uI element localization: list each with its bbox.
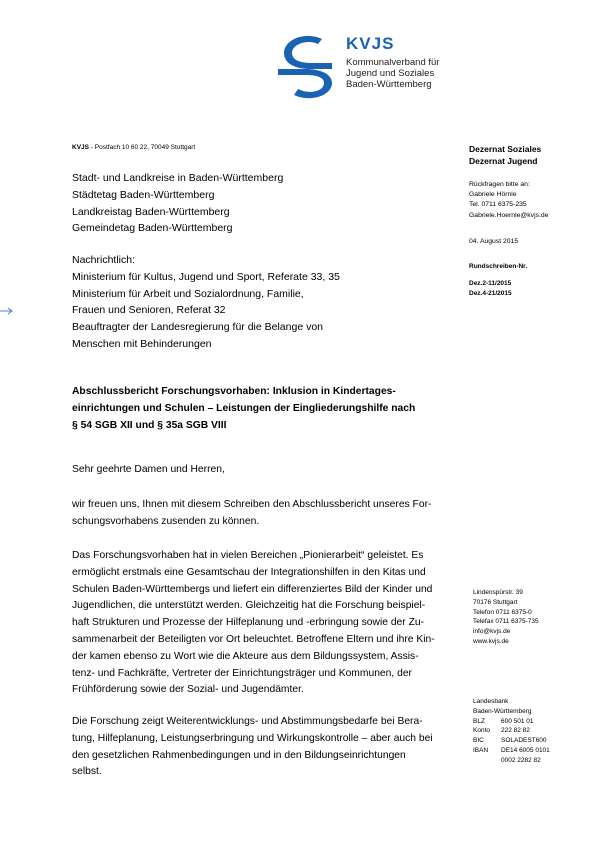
sender-line bbox=[72, 144, 195, 151]
cc-line: Beauftragter der Landesregierung für die Belange von bbox=[72, 321, 324, 334]
logo-line-3: Baden-Württemberg bbox=[346, 79, 432, 90]
contact-block bbox=[469, 180, 548, 221]
cc-line: Ministerium für Arbeit und Sozialordnung, Familie, bbox=[72, 287, 304, 300]
bank-name: Landesbank bbox=[473, 698, 509, 705]
cc-line: Menschen mit Behinderungen bbox=[72, 337, 212, 350]
address-city: 70176 Stuttgart bbox=[473, 598, 518, 606]
bank-row: BIC SOLADEST600 bbox=[473, 737, 547, 745]
circular-label: Rundschreiben-Nr. bbox=[469, 263, 528, 270]
sender-address: - Postfach 10 60 22, 70049 Stuttgart bbox=[88, 144, 196, 151]
cc-line: Ministerium für Kultus, Jugend und Sport, Referate 33, 35 bbox=[72, 270, 340, 283]
logo-name: KVJS bbox=[346, 34, 395, 53]
cc-line: Nachrichtlich: bbox=[72, 254, 136, 266]
logo-line-1: Kommunalverband für bbox=[346, 57, 440, 68]
bank-row: 0002 2282 82 bbox=[501, 756, 541, 764]
contact-email[interactable]: Gabriele.Hoernle@kvjs.de bbox=[469, 211, 549, 219]
recipient-line: Landkreistag Baden-Württemberg bbox=[72, 205, 230, 218]
contact-name: Gabriele Hörnle bbox=[469, 191, 517, 199]
cc-block bbox=[72, 252, 340, 353]
circular-number-2: Dez.4-21/2015 bbox=[469, 290, 512, 297]
salutation: Sehr geehrte Damen und Herren, bbox=[72, 464, 225, 475]
recipient-block bbox=[72, 170, 283, 237]
subject-line-3: § 54 SGB XII und § 35a SGB VIII bbox=[72, 419, 227, 431]
recipient-line: Städtetag Baden-Württemberg bbox=[72, 188, 215, 201]
subject-line bbox=[72, 384, 415, 434]
address-email[interactable]: info@kvjs.de bbox=[473, 628, 511, 636]
address-phone: Telefon 0711 6375-0 bbox=[473, 608, 532, 616]
kvjs-logo-icon bbox=[276, 33, 340, 101]
sender-org: KVJS bbox=[72, 144, 89, 151]
department-block bbox=[469, 143, 541, 167]
paragraph-2: Das Forschungsvorhaben hat in vielen Bereichen „Pionierarbeit“ geleistet. Es ermöglicht erstmals eine Gesamtschau der Integrationshilfen in den Kitas und Schulen Baden-Württembergs und liefert ein differenziertes Bild der Kinder und Jugendlichen, die unterstützt werden. Gleichzeitig hat die Forschung beispiel- haft Strukturen und Prozesse der Hilfeplanung und -erbringung sowie der Zu- sammenarbeit der Beteiligten vor Ort beleuchtet. Betroffene Eltern und ihre Kin- der kamen ebenso zu Wort wie die Akteure aus dem Bildungssystem, Assis- tenz- und Fachkräfte, Vertreter der Einrichtungsträger und Kommunen, der Frühförderung sowie der Sozial- und Jugendämter. bbox=[72, 550, 435, 696]
cc-line: Frauen und Senioren, Referat 32 bbox=[72, 304, 226, 317]
bank-row: BLZ 600 501 01 bbox=[473, 717, 534, 725]
address-fax: Telefax 0711 6375-735 bbox=[473, 618, 539, 626]
circular-number-1: Dez.2-11/2015 bbox=[469, 280, 512, 287]
address-web[interactable]: www.kvjs.de bbox=[473, 637, 509, 645]
bank-row: IBAN DE14 6005 0101 bbox=[473, 746, 550, 754]
recipient-line: Stadt- und Landkreise in Baden-Württemberg bbox=[72, 172, 284, 184]
logo-line-2: Jugend und Soziales bbox=[346, 68, 435, 79]
subject-line-1: Abschlussbericht Forschungsvorhaben: Inklusion in Kindertages- bbox=[72, 386, 396, 397]
recipient-line: Gemeindetag Baden-Württemberg bbox=[72, 222, 233, 235]
address-street: Lindenspürstr. 39 bbox=[473, 589, 523, 596]
contact-phone: Tel. 0711 6375-235 bbox=[469, 201, 527, 209]
paragraph-3: Die Forschung zeigt Weiterentwicklungs- und Abstimmungsbedarfe bei Bera- tung, Hilfeplanung, Leistungserbringung und Wirkungskontrolle – aber auch bei den gesetzlichen Rahmenbedingungen und in den Bildungseinrichtungen selbst. bbox=[72, 716, 433, 778]
bank-region: Baden-Württemberg bbox=[473, 707, 532, 715]
queries-label: Rückfragen bitte an: bbox=[469, 181, 530, 188]
letter-date: 04. August 2015 bbox=[469, 238, 519, 245]
bank-row: Konto 222 82 82 bbox=[473, 727, 530, 735]
address-block bbox=[473, 588, 539, 647]
department-social: Dezernat Soziales bbox=[469, 144, 542, 154]
bank-block bbox=[473, 697, 550, 766]
subject-line-2: einrichtungen und Schulen – Leistungen der Eingliederungshilfe nach bbox=[72, 402, 416, 414]
department-youth: Dezernat Jugend bbox=[469, 156, 538, 166]
paragraph-1: wir freuen uns, Ihnen mit diesem Schreiben den Abschlussbericht unseres For- schungsvorhabens zusenden zu können. bbox=[72, 499, 432, 527]
margin-arrow-icon bbox=[0, 306, 14, 316]
